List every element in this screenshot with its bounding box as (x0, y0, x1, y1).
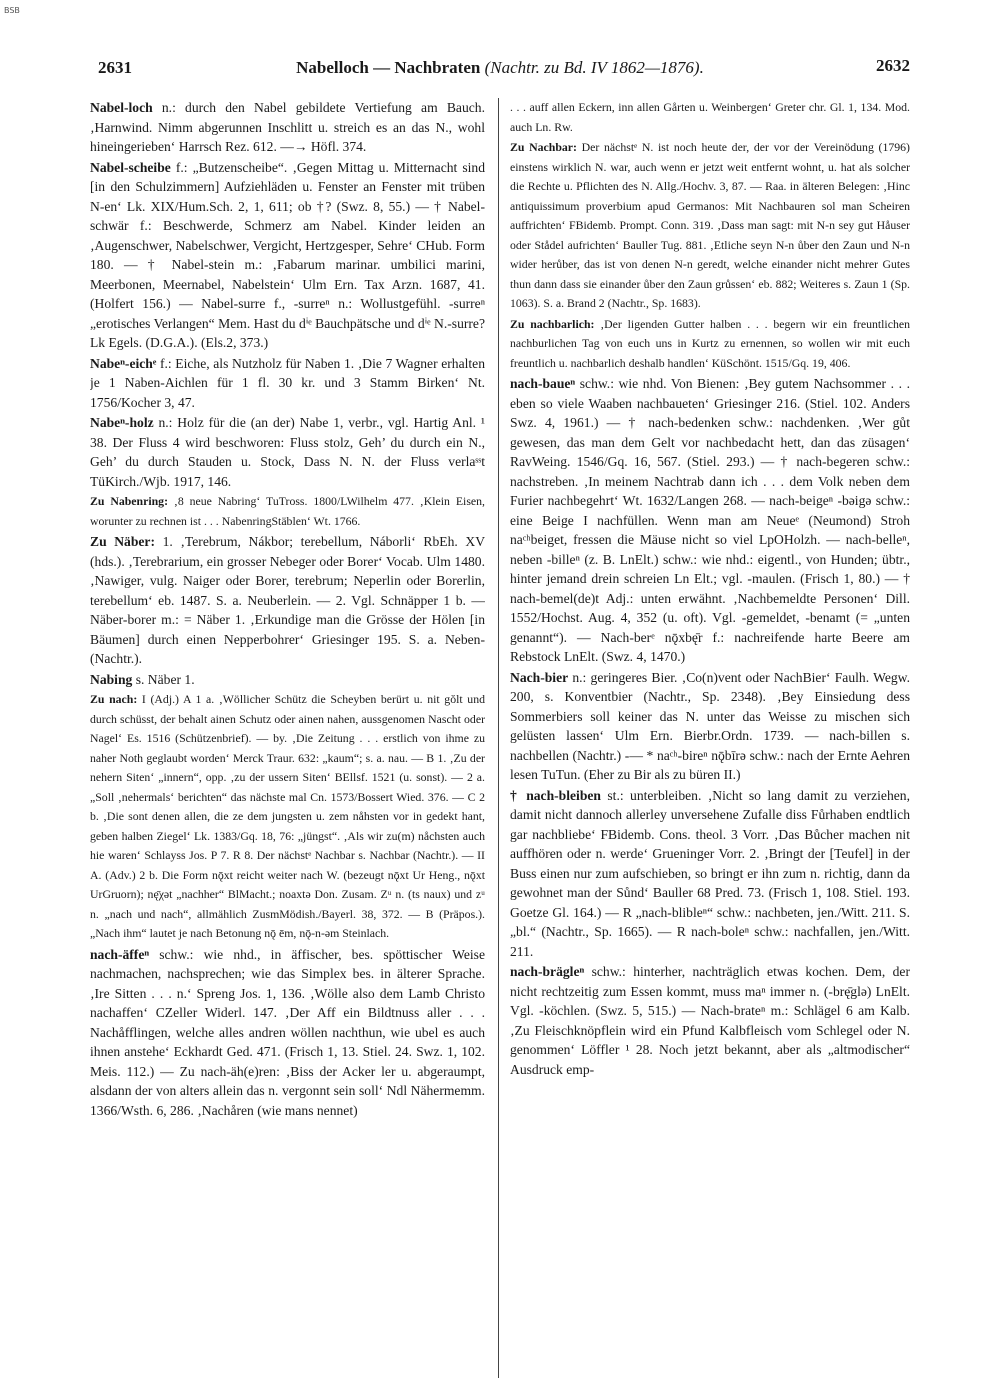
running-title-subtitle: (Nachtr. zu Bd. IV 1862—1876). (484, 58, 704, 77)
entry-text: st.: unterbleiben. ‚Nicht so lang damit zu verziehen, damit nicht dannoch allerley unversehene Zufalle diss Fůrhaben endtlich gar nachbliebe‘ FBidemb. Cons. theol. 3 Vorr. ‚Das Bůcher machen nit auffhören oder n. werde‘ Grueninger Vorr. 2. ‚Bringt der [Teufel] in der Buss einen nur zum aufschieben, so bringt er ihn zum n. richtig, dann da gewohnet man der Sůnd‘ Bauller 68 Pred. 73. (Frisch 1, 108. Stiel. 193. Goetze Gl. 164.) — R „nach-blibleⁿ“ schw.: nachbeten, jen./Witt. 211. S. „bl.“ (Nachtr., Sp. 1665). — R nach-boleⁿ schw.: nachfallen, jen./Witt. 211. (510, 787, 910, 959)
entry-headword: Nach-bier (510, 669, 569, 685)
dictionary-entry (510, 98, 910, 137)
dictionary-entry (510, 668, 910, 785)
library-watermark: BSB (4, 6, 20, 15)
entry-text: s. Näber 1. (132, 671, 195, 687)
running-title (90, 58, 910, 78)
entry-headword: nach-baueⁿ (510, 376, 576, 391)
dictionary-entry (510, 315, 910, 374)
page-number-left: 2631 (98, 58, 132, 77)
entry-headword: Nabeⁿ-holz (90, 415, 154, 430)
entry-text: . . . auff allen Eckern, inn allen Gårten u. Weinbergen‘ Greter chr. Gl. 1, 134. Mod. auch Ln. Rw. (510, 100, 910, 134)
entry-text: 1. ‚Terebrum, Nákbor; terebellum, Náborli‘ RbEh. XV (hds.). ‚Terebrarium, ein grosser Nebeger oder Borer‘ Vocab. Ulm 1480. ‚Nawiger, vulg. Naiger oder Borer, terebrum; Neperlin oder Borerlin, terebellum‘ eb. 1487. S. a. Neuberlein. — 2. Vgl. Schnäpper 1 b. — Näber-borer m.: = Näber 1. ‚Erkundige man die Grösse der Hölen [in Bäumen] durch einen Nepperbohrer‘ Griesinger 195. S. a. Neben- (Nachtr.). (90, 534, 485, 666)
left-column (90, 98, 485, 1373)
dictionary-entry (90, 413, 485, 491)
dictionary-entry (90, 670, 485, 690)
page-header (90, 52, 910, 78)
entry-headword: † nach-bleiben (510, 787, 601, 803)
entry-text: n.: geringeres Bier. ‚Co(n)vent oder NachBier‘ Faulh. Wegw. 200, s. Konventbier (Nachtr., Sp. 2348). ‚Bey Einsiedung dess Sommerbiers soll keiner das N. unter das Weisse zu mischen sich gelüsten lassen‘ Ulm Ern. Bierbr.Ordn. 1739. — nach-billen s. nachbellen (Nachtr.) -— * naᶜʰ-bireⁿ nǭbīrə schw.: nach der Ernte Aehren lesen TuTun. (Eher zu Bir als zu büren II.) (510, 669, 910, 782)
entry-text: schw.: wie nhd. Von Bienen: ‚Bey gutem Nachsommer . . . eben so viele Waaben nachbaueten‘ Griesinger 216. (Stiel. 102. Anders Swz. 4, 1961.) — † nach-bedenken schw.: nachdenken. ‚Wer gůt gewesen, das man dem Gelt vor nachbedacht hett, dan das züsagen‘ RavWeing. 1546/Gq. 16, 567. (Stiel. 293.) — † nach-begeren schw.: nachstreben. ‚In meinem Nachtrab dann ich . . . dem Volk neben dem Furier nachbegehrt‘ Wt. 1632/Langen 268. — nach-beigeⁿ -bəigə schw.: eine Beige I nachfüllen. Wenn man am Neueᵉ (Neumond) Stroh naᶜʰbeiget, fressen die Mäuse nicht so viel LpOHolzh. — nach-belleⁿ, neben -billeⁿ (z. B. LnElt.) schw.: wie nhd.: eigentl., von Hunden; übtr., hinter jemand drein schreien Ln Elt.; vgl. -maulen. (Frisch 1, 80.) — † nach-bemel(de)t Adj.: unten erwähnt. ‚Nachbemeldte Personen‘ Dill. 1552/Hochst. Aug. 4, 352 (u. oft). Vgl. -gemeldet, -benamt (= „unten genannt“). — Nach-berᵉ nǭxbę̄r f.: nachreifende harte Beere am Rebstock LnElt. (Swz. 4, 1470.) (510, 376, 910, 664)
entry-text: f.: Eiche, als Nutzholz für Naben 1. ‚Die 7 Wagner erhalten je 1 Naben-Aichlen für 1 fl. 30 kr. und 3 Stamm Birken‘ Nt. 1756/Kocher 3, 47. (90, 355, 485, 410)
running-title-main: Nabelloch — Nachbraten (296, 58, 481, 77)
dictionary-entry (90, 945, 485, 1121)
entry-headword: Zu nach: (90, 692, 138, 706)
entry-text: Der nächstᵉ N. ist noch heute der, der vor der Vereinödung (1796) einstens wirklich N. war, auch wenn er jetzt weit entfernt wohnt, u. hat als solcher die Rechte u. Pflichten des N. Allg./Hochv. 3, 87. — Raa. in älteren Belegen: ‚Hinc antiquissimum proverbium apud Germanos: Mit Nachbauren sol man Scheiren auffrichten‘ FBidemb. Prompt. Conn. 319. ‚Dass man sagt: mit N-n sey gut Håuser oder Stådel aufrichten‘ Bauller Tug. 881. ‚Etliche seyn N-n ůber den Zaun und N-n wider herůber, das ist von denen N-n geredt, welche einander nicht mehrer Gutes thun dann dass sie einander ůber den Zaun grůssen‘ eb. 882; Weiteres s. Zaun 1 (Sp. 1063). S. a. Brand 2 (Nachtr., Sp. 1683). (510, 140, 910, 310)
entry-text: I (Adj.) A 1 a. ‚Wöllicher Schütz die Scheyben berürt u. nit gŏlt und durch schüsst, der behalt ainen Schutz oder ainen nahen, aussgenomen Nascht oder Nagel‘ Es. 1516 (Schützenbrief). — by. ‚Die Zeitung . . . erstlich von ihme zu naher Noth geglaubt worden‘ Merck Traur. 632: „kaum“; s. a. nau. — B 1. ‚Zu der nehern Siten‘ „innern“, opp. ‚zu der ussern Siten‘ BEllsf. 1521 (u. sonst). — 2 a. „Soll ‚nehermals‘ berichten“ das nächste mal Cn. 1573/Bossert Wied. 376. — C 2 b. ‚Die sont denen allen, die ze dem jungsten u. zem nåhsten vor in gedekt hant, geben halben Ziegel‘ Lk. 1383/Gq. 18, 76: „jüngst“. ‚Als wir zu(m) nåchsten auch hie waren‘ Schlayss Jos. P 7. R 8. Der nächstᵉ Nachbar s. Nachbar (Nachtr.). — II A. (Adv.) 2 b. Die Form nǭxt reicht weiter nach W. (bezeugt nǭxt Ur Heng., nǭxt UrGruorn); nę̄χət „nachher“ BlMacht.; noaxtə Don. Zusam. Zᵘ n. (ts naux) und zᵘ n. „nach und nach“, allmählich ZusmMödish./Bayerl. 38, 372. — B (Präpos.). „Nach ihm“ lautet je nach Betonung nǭ ēm, nǭ-n-əm Steinlach. (90, 692, 485, 940)
right-column (510, 98, 910, 1373)
entry-headword: Zu Näber: (90, 534, 155, 549)
entry-text: f.: „Butzenscheibe“. ‚Gegen Mittag u. Mitternacht sind [in den Schulzimmern] Aufziehläden u. Fenster an Fenster mit trüben N-en‘ Lk. XIX/Hum.Sch. 2, 1, 611; ob †? (Swz. 8, 55.) — † Nabel-schwär f.: Beschwerde, Schmerz am Nabel. Kinder leiden an ‚Augenschwer, Nabelschwer, Vergicht, Hertzgesper, Sehre‘ CHub. Form 180. — † Nabel-stein m.: ‚Fabarum marinar. umbilici marini, Meerbonen, Meernabel, Nabelstein‘ Ulm Ern. Tax Arzn. 1687, 41. (Holfert 156.) — Nabel-surre f., -surreⁿ n.: Wollustgefühl. -surreⁿ „erotisches Verlangen“ Mem. Hast du dⁱᵉ Bauchpätsche und dⁱᵉ N.-surre? Lk Egels. (D.G.A.). (Els.2, 373.) (90, 159, 485, 350)
entry-headword: Nabing (90, 671, 133, 687)
dictionary-entry (90, 532, 485, 669)
entry-headword: Nabel-scheibe (90, 159, 171, 175)
column-divider (498, 98, 499, 1378)
entry-headword: nach-äffeⁿ (90, 946, 150, 962)
entry-headword: Nabel-loch (90, 100, 153, 115)
dictionary-entry (90, 354, 485, 413)
dictionary-entry (510, 138, 910, 314)
page-number-right: 2632 (876, 56, 910, 75)
entry-text: n.: Holz für die (an der) Nabe 1, verbr., vgl. Hartig Anl. ¹ 38. Der Fluss 4 wird beschworen: Fluss stolz, Geh’ du durch ein N., Geh’ du durch Stauden u. Stock, Dass N. N. der Fluss verlaˢˢt TüKirch./Wjb. 1917, 146. (90, 415, 485, 489)
dictionary-entry (90, 492, 485, 531)
entry-headword: Nabeⁿ-eichᵉ (90, 355, 157, 371)
entry-text: schw.: wie nhd., in äffischer, bes. spöttischer Weise nachmachen, nachsprechen; wie das Simplex bes. in älterer Sprache. ‚Ire Sitten . . . n.‘ Spreng Jos. 1, 136. ‚Wölle also dem Lamb Christo nachaffen‘ CZeller Widerl. 147. ‚Der Aff ein Bildtnuss aller . . . Nachåfflingen, welche alles andren wöllen nachthun, wie ubel es auch ihnen anstehe‘ Eckhardt Ged. 471. (Frisch 1, 13. Stiel. 24. Swz. 1, 102. Meis. 112.) — Zu nach-äh(e)ren: ‚Biss der Acker ler u. abgeraumpt, alsdann der von alters allein das n. vergonnt sein soll‘ Ndl Nähermemm. 1366/Wsth. 6, 286. ‚Nachåren (wie mans nennet) (90, 946, 485, 1118)
entry-text: n.: durch den Nabel gebildete Vertiefung am Bauch. ‚Harnwind. Nimm abgerunnen Inschlitt u. streich es an das N., wohl hineingerieben‘ Harrsch Rez. 612. —→ Höfl. 374. (90, 100, 485, 154)
entry-headword: Zu Nabenring: (90, 494, 168, 508)
dictionary-entry (510, 374, 910, 667)
dictionary-entry (90, 158, 485, 353)
entry-headword: Zu Nachbar: (510, 140, 577, 154)
entry-text: ‚Der ligenden Gutter halben . . . begern wir ein freuntlichen nachburlichen Tag von euch uns in Kurtz zu ernennen, so wollen wir mit euch freuntlich u. nachbarlich deshalb handlen‘ KüSchönt. 1515/Gq. 19, 406. (510, 316, 910, 370)
dictionary-entry (510, 962, 910, 1079)
entry-headword: Zu nachbarlich: (510, 316, 595, 331)
entry-headword: nach-brägleⁿ (510, 964, 585, 979)
dictionary-entry (90, 690, 485, 944)
entry-text: ‚8 neue Nabring‘ TuTross. 1800/LWilhelm 477. ‚Klein Eisen, worunter zu rechnen ist . . . NabenringStäblen‘ Wt. 1766. (90, 494, 485, 528)
entry-text: schw.: hinterher, nachträglich etwas kochen. Dem, der nicht rechtzeitig zum Essen kommt, muss maⁿ immer n. (-brę̄glə) LnElt. Vgl. -köchlen. (Swz. 5, 515.) — Nach-brateⁿ m.: Schlägel 6 am Kalb. ‚Zu Fleischknöpflein wird ein Pfund Kalbfleisch vom Schlegel oder N. genommen‘ Löffler ¹ 28. Noch jetzt bekannt, aber als „altmodischer“ Ausdruck emp- (510, 964, 910, 1077)
dictionary-entry (510, 786, 910, 962)
dictionary-entry (90, 98, 485, 157)
